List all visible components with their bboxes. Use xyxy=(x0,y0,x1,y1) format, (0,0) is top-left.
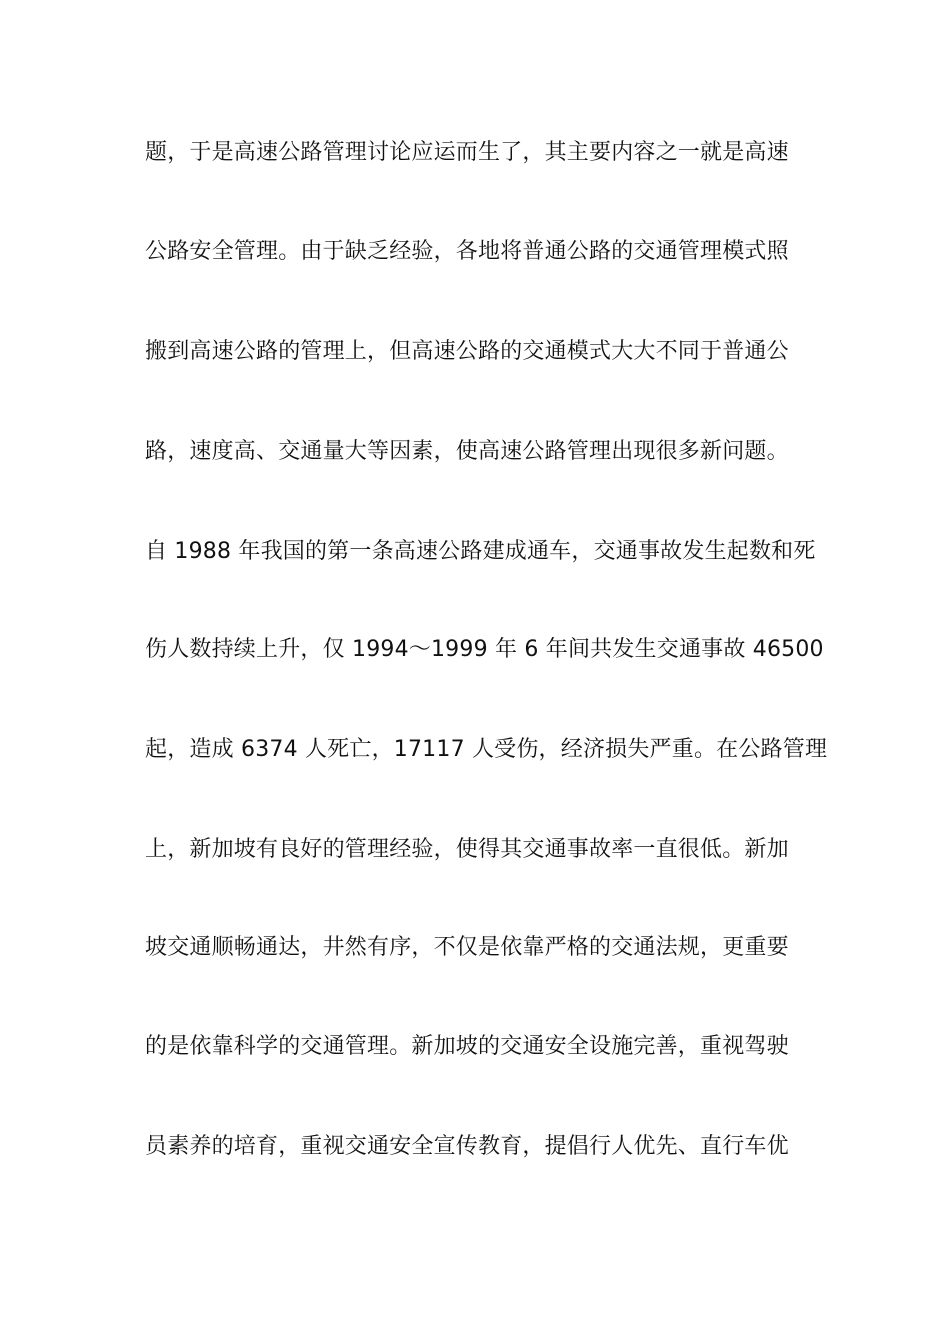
text-line: 员素养的培育，重视交通安全宣传教育，提倡行人优先、直行车优 xyxy=(145,1134,789,1159)
text-line: 伤人数持续上升，仅 1994～1999 年 6 年间共发生交通事故 46500 xyxy=(145,637,824,662)
text-line: 坡交通顺畅通达，井然有序，不仅是依靠严格的交通法规，更重要 xyxy=(145,935,789,960)
text-line: 起，造成 6374 人死亡，17117 人受伤，经济损失严重。在公路管理 xyxy=(145,737,828,762)
text-line: 搬到高速公路的管理上，但高速公路的交通模式大大不同于普通公 xyxy=(145,339,789,364)
text-line: 上，新加坡有良好的管理经验，使得其交通事故率一直很低。新加 xyxy=(145,837,789,862)
text-line: 自 1988 年我国的第一条高速公路建成通车，交通事故发生起数和死 xyxy=(145,539,816,564)
text-line: 公路安全管理。由于缺乏经验，各地将普通公路的交通管理模式照 xyxy=(145,239,789,264)
text-line: 题，于是高速公路管理讨论应运而生了，其主要内容之一就是高速 xyxy=(145,140,789,165)
text-line: 的是依靠科学的交通管理。新加坡的交通安全设施完善，重视驾驶 xyxy=(145,1034,789,1059)
text-line: 路，速度高、交通量大等因素，使高速公路管理出现很多新问题。 xyxy=(145,439,789,464)
